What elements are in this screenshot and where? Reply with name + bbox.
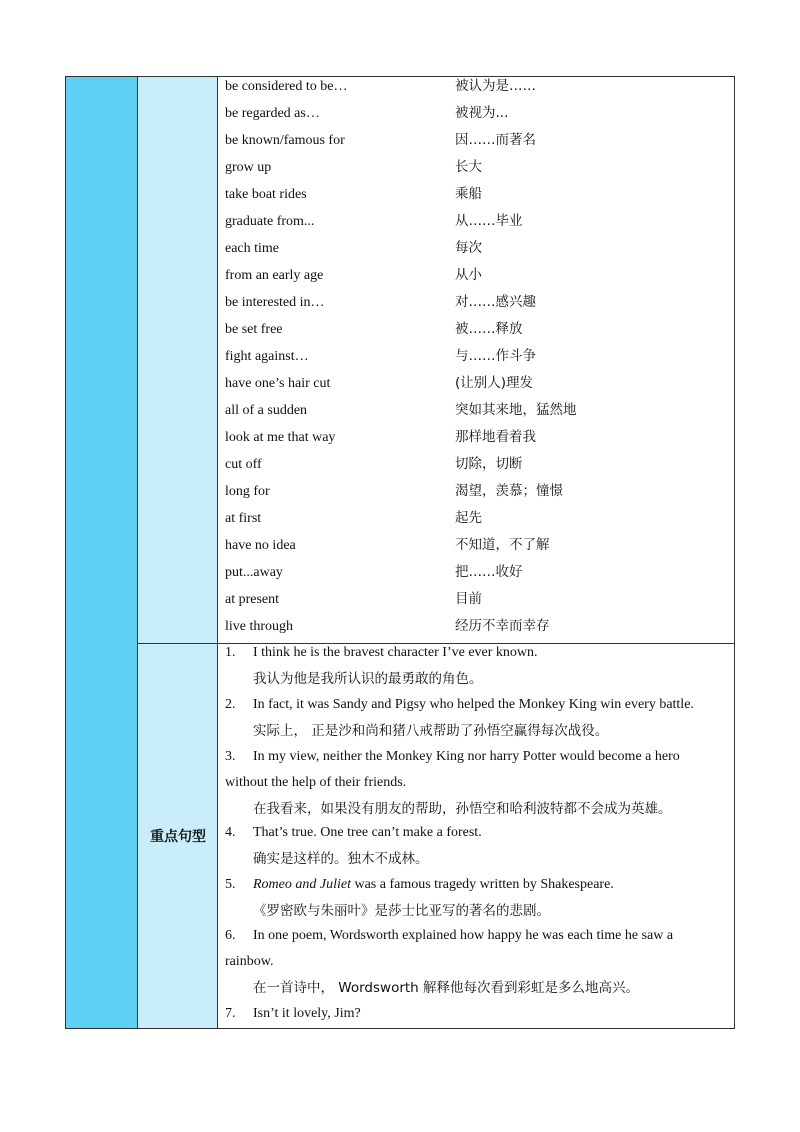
vocab-row: [225, 532, 725, 559]
vocab-english: take boat rides: [225, 187, 307, 202]
vocab-chinese: 对……感兴趣: [455, 294, 536, 310]
sentence-3-number: 3.: [225, 749, 236, 764]
vocab-chinese: 被认为是……: [455, 78, 536, 94]
sentence-3-english-continued: without the help of their friends.: [225, 775, 407, 790]
vocab-chinese: 因……而著名: [455, 132, 536, 148]
sentence-6-number: 6.: [225, 928, 236, 943]
vocab-english: long for: [225, 484, 270, 499]
sentences-category-label: 重点句型: [150, 829, 206, 845]
vocab-chinese: (让别人)理发: [455, 375, 534, 391]
vocab-row: [225, 127, 725, 154]
sentence-3-english: In my view, neither the Monkey King nor harry Potter would become a hero: [253, 749, 680, 764]
vocab-row: [225, 343, 725, 370]
sentence-4-chinese: 确实是这样的。独木不成林。: [253, 851, 429, 867]
vocab-chinese: 起先: [455, 510, 482, 526]
vocab-english: be set free: [225, 322, 283, 337]
vocab-chinese: 被视为...: [455, 105, 509, 121]
sentence-2-english: In fact, it was Sandy and Pigsy who helped the Monkey King win every battle.: [253, 697, 694, 712]
vocab-row: [225, 586, 725, 613]
vocab-chinese: 切除，切断: [455, 456, 523, 472]
sentence-1-english: I think he is the bravest character I’ve ever known.: [253, 645, 538, 660]
sentence-5-english: [253, 872, 614, 898]
vocab-chinese: 那样地看着我: [455, 429, 536, 445]
vocab-row: [225, 424, 725, 451]
vocab-english: be known/famous for: [225, 133, 345, 148]
vocab-row: [225, 397, 725, 424]
vocab-english: have no idea: [225, 538, 296, 553]
vocab-english: at present: [225, 592, 280, 607]
vocab-english: be interested in…: [225, 295, 325, 310]
vocab-english: graduate from...: [225, 214, 315, 229]
sentence-5-title: Romeo and Juliet: [253, 877, 351, 892]
vocab-chinese: 从小: [455, 267, 482, 283]
vocab-chinese: 把……收好: [455, 564, 523, 580]
vocab-row: [225, 613, 725, 640]
vocab-row: [225, 370, 725, 397]
vocab-chinese: 从……毕业: [455, 213, 523, 229]
vocab-chinese: 突如其来地，猛然地: [455, 402, 577, 418]
sentence-4-number: 4.: [225, 825, 236, 840]
vocab-row: [225, 478, 725, 505]
vocab-english: be regarded as…: [225, 106, 320, 121]
vocab-row: [225, 100, 725, 127]
vocab-chinese: 渴望，羡慕；憧憬: [455, 483, 563, 499]
vocab-english: all of a sudden: [225, 403, 308, 418]
vocab-english: put...away: [225, 565, 283, 580]
vocab-chinese: 与……作斗争: [455, 348, 536, 364]
vocab-row: [225, 316, 725, 343]
sentence-6-english: In one poem, Wordsworth explained how happy he was each time he saw a: [253, 928, 674, 943]
vocab-english: each time: [225, 241, 280, 256]
vocab-row: [225, 559, 725, 586]
sentence-5-number: 5.: [225, 877, 236, 892]
sentence-2-number: 2.: [225, 697, 236, 712]
vocab-english: fight against…: [225, 349, 309, 364]
vocab-english: at first: [225, 511, 262, 526]
vocab-row: [225, 451, 725, 478]
vocab-row: [225, 262, 725, 289]
sentence-7-english: Isn’t it lovely, Jim?: [253, 1006, 361, 1021]
vocab-english: have one’s hair cut: [225, 376, 331, 391]
sentence-5-rest: was a famous tragedy written by Shakespeare.: [350, 877, 614, 892]
sentence-1-number: 1.: [225, 645, 236, 660]
vocab-chinese: 经历不幸而幸存: [455, 618, 550, 634]
vocab-chinese: 被……释放: [455, 321, 523, 337]
sentence-5-chinese: 《罗密欧与朱丽叶》是莎士比亚写的著名的悲剧。: [253, 903, 550, 919]
sentence-2-chinese: 实际上， 正是沙和尚和猪八戒帮助了孙悟空赢得每次战役。: [253, 723, 609, 739]
sentence-4-english: That’s true. One tree can’t make a forest.: [253, 825, 482, 840]
vocab-row: [225, 154, 725, 181]
vocab-english: grow up: [225, 160, 272, 175]
vocab-row: [225, 289, 725, 316]
vocab-chinese: 乘船: [455, 186, 482, 202]
vocab-chinese: 目前: [455, 591, 482, 607]
vocab-row: [225, 181, 725, 208]
vocab-row: [225, 505, 725, 532]
vocab-english: from an early age: [225, 268, 324, 283]
vocab-row: [225, 208, 725, 235]
sentence-1-chinese: 我认为他是我所认识的最勇敢的角色。: [253, 671, 483, 687]
vocab-english: look at me that way: [225, 430, 336, 445]
vocab-row: [225, 73, 725, 100]
sentence-6-chinese: 在一首诗中， Wordsworth 解释他每次看到彩虹是多么地高兴。: [253, 980, 640, 996]
vocab-row: [225, 235, 725, 262]
section-color-column: [66, 77, 138, 1028]
vocab-english: live through: [225, 619, 294, 634]
sentence-3-chinese: 在我看来，如果没有朋友的帮助，孙悟空和哈利波特都不会成为英雄。: [253, 801, 672, 817]
vocab-chinese: 长大: [455, 159, 482, 175]
vocab-english: be considered to be…: [225, 79, 348, 94]
vocab-chinese: 不知道，不了解: [455, 537, 550, 553]
vocab-english: cut off: [225, 457, 262, 472]
sentence-7-number: 7.: [225, 1006, 236, 1021]
vocab-chinese: 每次: [455, 240, 482, 256]
sentence-6-english-continued: rainbow.: [225, 954, 274, 969]
